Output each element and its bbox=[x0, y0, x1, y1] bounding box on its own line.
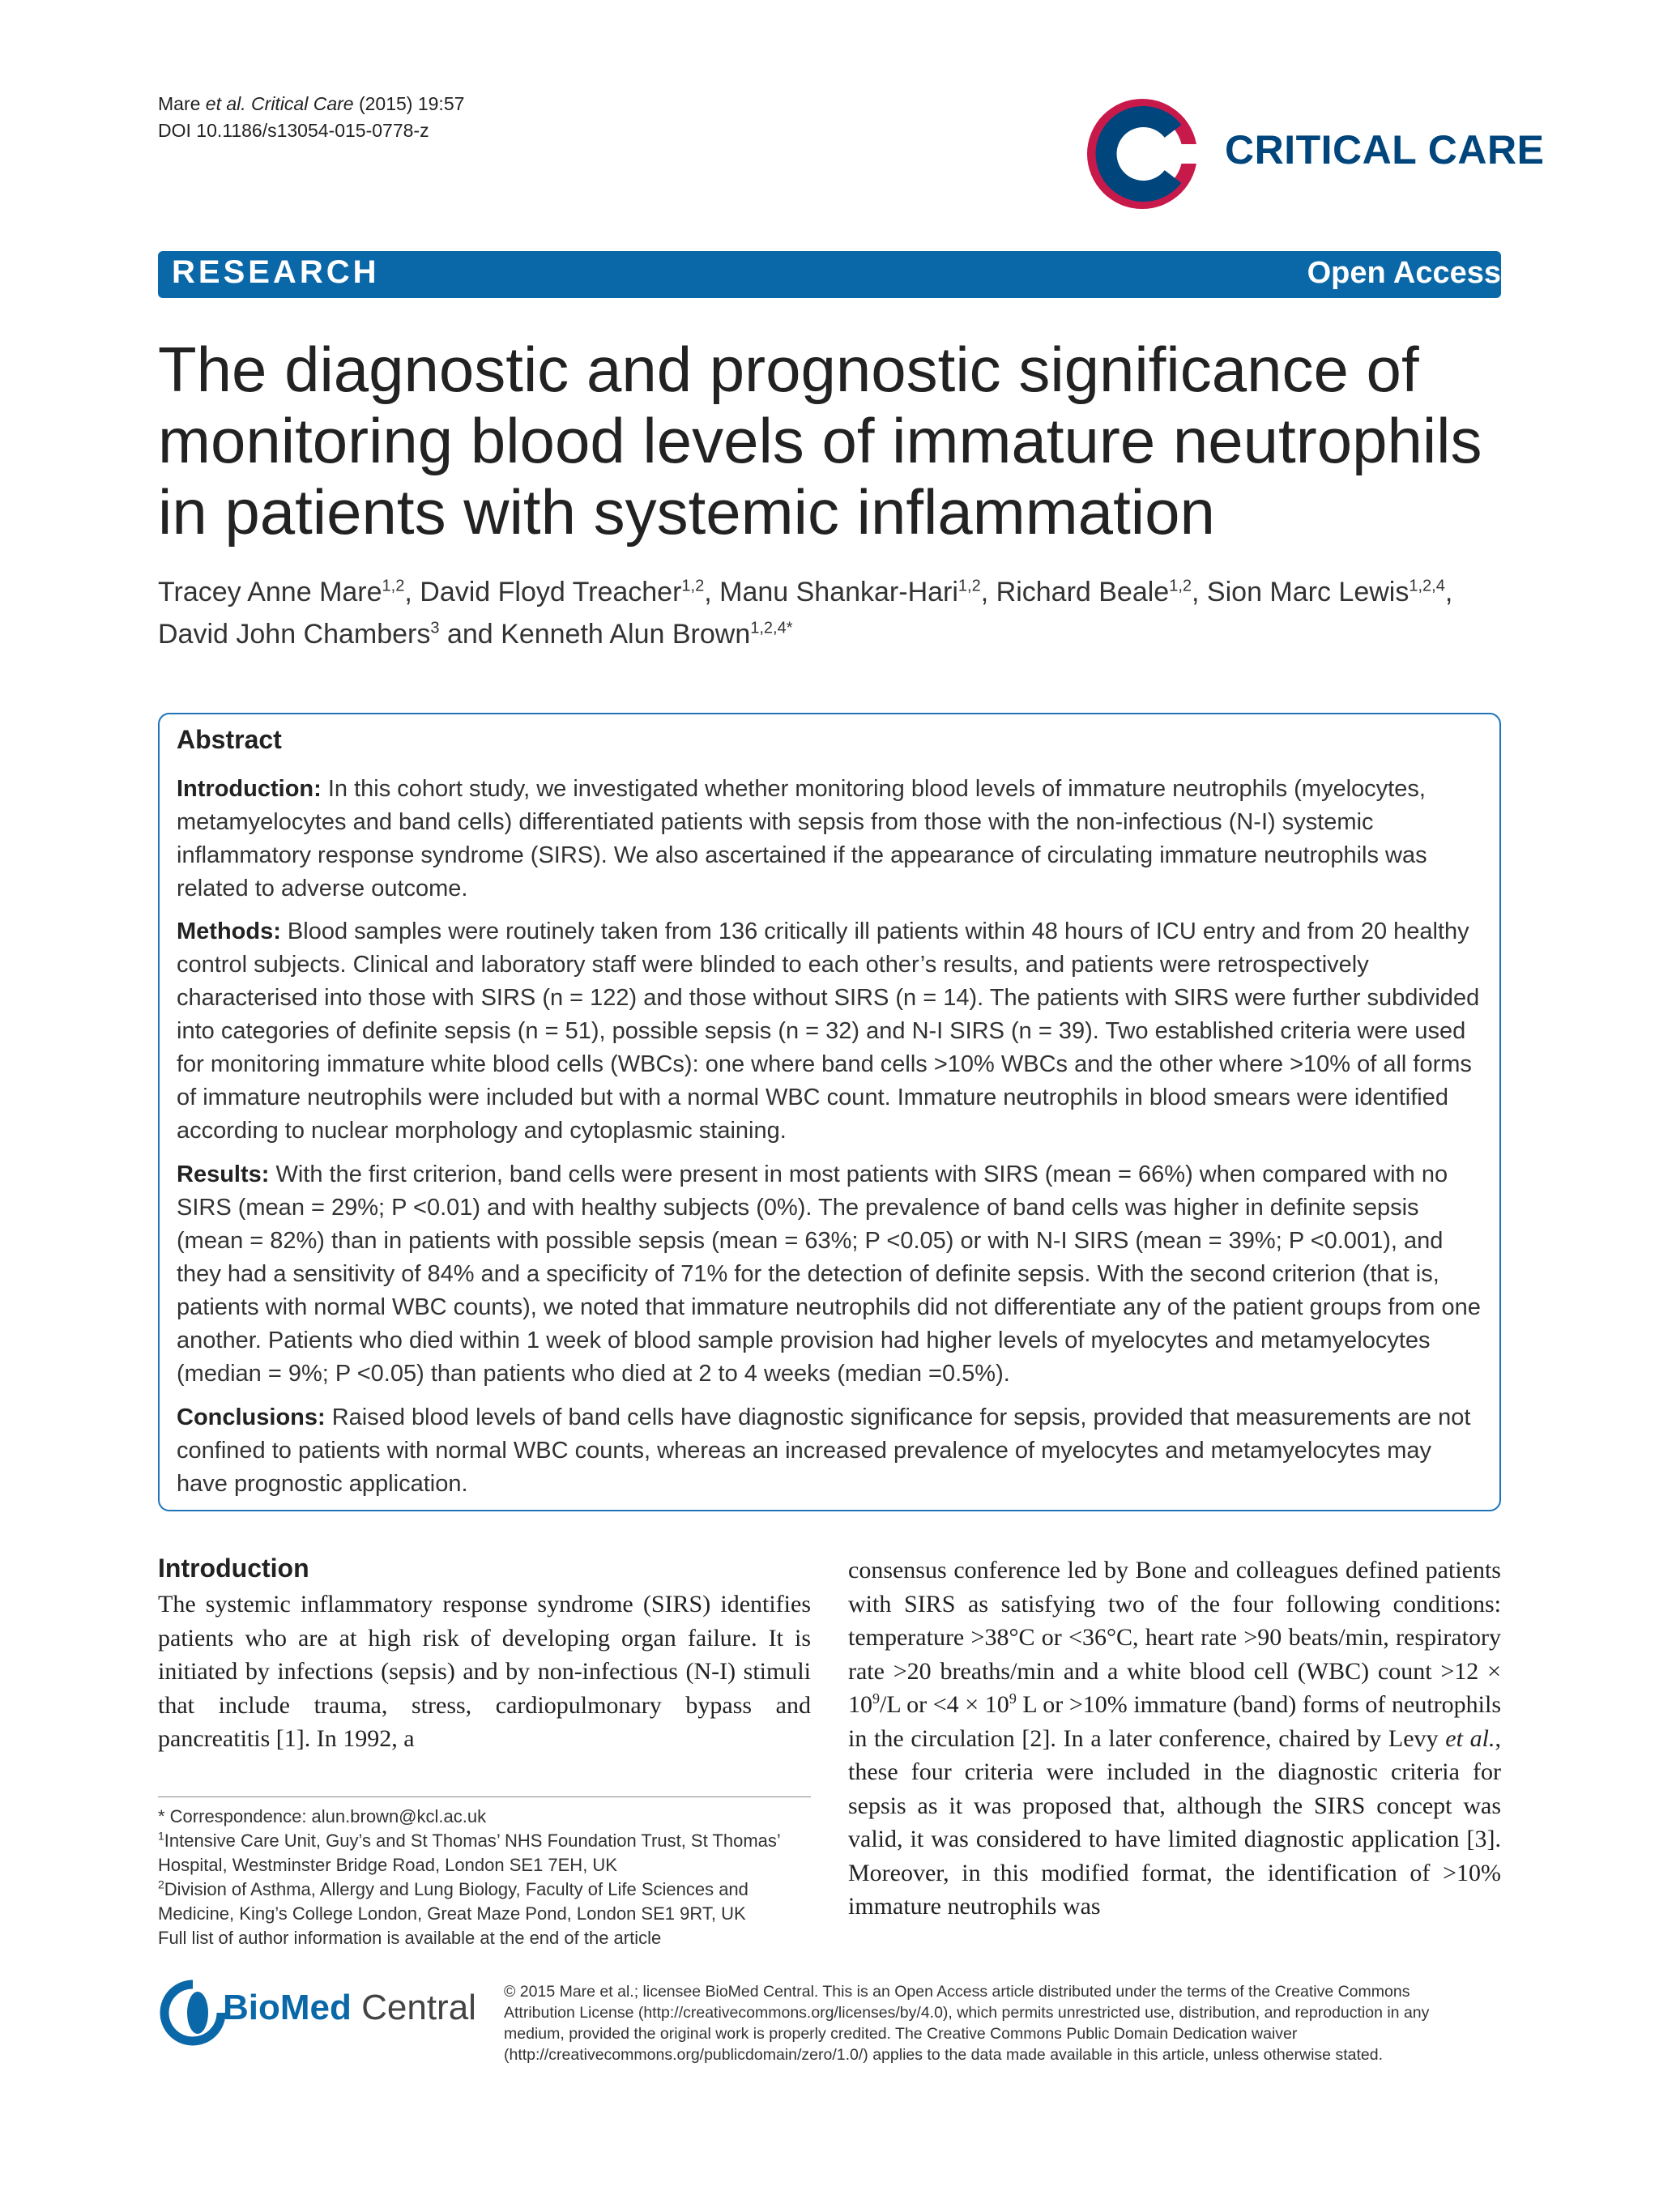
biomed-central-logo bbox=[158, 1976, 498, 2049]
abstract-methods-text: Blood samples were routinely taken from 136 critically ill patients within 48 hours of ICU entry and from 20 healthy control subjects. Clinical and laboratory staff were blinded to each other’s results, and patients were retrospectively characterised into those with SIRS (n = 122) and those without SIRS (n = 14). The patients with SIRS were further subdivided into categories of definite sepsis (n = 51), possible sepsis (n = 32) and N-I SIRS (n = 39). Two established criteria were used for monitoring immature white blood cells (WBCs): one where band cells >10% WBCs and the other where >10% of all forms of immature neutrophils were included but with a normal WBC count. Immature neutrophils in blood smears were identified according to nuclear morphology and cytoplasmic staining. bbox=[177, 918, 1480, 1144]
affiliation-text: Intensive Care Unit, Guy’s and St Thomas’ NHS Foundation Trust, St Thomas’ Hospital, Westminster Bridge Road, London SE1 7EH, UK bbox=[158, 1831, 780, 1875]
abstract-introduction-label: Introduction: bbox=[177, 776, 322, 802]
abstract-introduction bbox=[177, 773, 1482, 906]
author-separator: , bbox=[1192, 577, 1207, 607]
author-affiliation: 1,2,4* bbox=[750, 619, 793, 637]
author-affiliation: 1,2 bbox=[957, 577, 981, 595]
author-affiliation: 1,2 bbox=[681, 577, 705, 595]
author-name: David Floyd Treacher bbox=[420, 577, 682, 607]
citation-line bbox=[158, 91, 464, 117]
et-al: et al. bbox=[1445, 1724, 1495, 1752]
author-separator: , bbox=[980, 577, 996, 607]
title-line: monitoring blood levels of immature neutrophils bbox=[158, 405, 1482, 476]
correspondence[interactable]: * Correspondence: alun.brown@kcl.ac.uk bbox=[158, 1806, 487, 1826]
author-separator: , bbox=[704, 577, 720, 607]
intro-right-column bbox=[848, 1554, 1501, 1924]
superscript: 9 bbox=[1009, 1690, 1017, 1707]
citation-journal: et al. Critical Care bbox=[205, 93, 354, 114]
author-affiliation: 3 bbox=[430, 619, 440, 637]
author-name: David John Chambers bbox=[158, 619, 431, 650]
introduction-heading: Introduction bbox=[158, 1554, 309, 1583]
affiliation-1 bbox=[158, 1829, 811, 1877]
author-affiliation: 1,2 bbox=[382, 577, 405, 595]
author-name: Manu Shankar-Hari bbox=[719, 577, 958, 607]
author-list bbox=[158, 571, 1519, 655]
abstract-introduction-text: In this cohort study, we investigated whether monitoring blood levels of immature neutrophils (myelocytes, metamyelocytes and band cells) differentiated patients with sepsis from those with the non-infectious (N-I) systemic inflammatory response syndrome (SIRS). We also ascertained if the appearance of circulating immature neutrophils was related to adverse outcome. bbox=[177, 776, 1427, 901]
page-title bbox=[158, 334, 1519, 548]
citation-authors: Mare bbox=[158, 93, 206, 114]
affiliation-number: 1 bbox=[158, 1829, 164, 1843]
author-name: Kenneth Alun Brown bbox=[501, 619, 751, 650]
intro-right-text: consensus conference led by Bone and colleagues defined patients with SIRS as satisfying two of the four following conditions: temperature >38°C or <36°C, heart rate >90 beats/min, respiratory rate >20 breaths/min and a white blood cell (WBC) count >12 × 10 bbox=[848, 1557, 1501, 1718]
author-separator: , bbox=[1444, 577, 1453, 607]
author-affiliation: 1,2,4 bbox=[1409, 577, 1445, 595]
abstract-methods bbox=[177, 915, 1482, 1148]
intro-right-text: L or >10% immature (band) forms of neutrophils in the circulation [2]. In a later conference, chaired by Levy bbox=[848, 1691, 1502, 1752]
abstract-results-text: With the first criterion, band cells were present in most patients with SIRS (mean = 66%) when compared with no SIRS (mean = 29%; P <0.01) and with healthy subjects (0%). The prevalence of band cells was higher in definite sepsis (mean = 82%) than in patients with possible sepsis (mean = 63%; P <0.05) or with N-I SIRS (mean = 39%; P <0.001), and they had a sensitivity of 84% and a specificity of 71% for the detection of definite sepsis. With the second criterion (that is, patients with normal WBC counts), we noted that immature neutrophils did not differentiate any of the patient groups from one another. Patients who died within 1 week of blood sample provision had higher levels of myelocytes and metamyelocytes (median = 9%; P <0.05) than patients who died at 2 to 4 weeks (median =0.5%). bbox=[177, 1161, 1481, 1387]
license-text: © 2015 Mare et al.; licensee BioMed Central. This is an Open Access article distributed under the terms of the Creative Commons Attribution License (http://creativecommons.org/licenses/by/4.0), which permits unrestricted use, distribution, and reproduction in any medium, provided the original work is properly credited. The Creative Commons Public Domain Dedication waiver (http://creativecommons.org/publicdomain/zero/1.0/) applies to the data made available in this article, unless otherwise stated. bbox=[504, 1983, 1430, 2064]
doi: DOI 10.1186/s13054-015-0778-z bbox=[158, 120, 429, 141]
title-line: in patients with systemic inflammation bbox=[158, 476, 1215, 548]
abstract-conclusions-text: Raised blood levels of band cells have diagnostic significance for sepsis, provided that measurements are not confined to patients with normal WBC counts, whereas an increased prevalence of myelocytes and metamyelocytes may have prognostic application. bbox=[177, 1404, 1471, 1497]
superscript: 9 bbox=[872, 1690, 880, 1707]
intro-right-text: /L or <4 × 10 bbox=[880, 1691, 1009, 1718]
banner-open-access: Open Access bbox=[1307, 256, 1501, 290]
abstract-results-label: Results: bbox=[177, 1161, 270, 1187]
biomed-logo-icon bbox=[158, 1978, 228, 2048]
intro-left-column: The systemic inflammatory response syndrome (SIRS) identifies patients who are at high risk of developing organ failure. It is initiated by infections (sepsis) and by non-infectious (N-I) stimuli that include trauma, stress, cardiopulmonary bypass and pancreatitis [1]. In 1992, a bbox=[158, 1591, 811, 1752]
footnote-divider bbox=[158, 1796, 811, 1797]
author-name: Richard Beale bbox=[996, 577, 1170, 607]
biomed-logo-light: Central bbox=[351, 1988, 476, 2027]
footnotes bbox=[158, 1805, 811, 1950]
biomed-logo-bold: BioMed bbox=[223, 1988, 352, 2027]
author-affiliation: 1,2 bbox=[1169, 577, 1192, 595]
author-name: Tracey Anne Mare bbox=[158, 577, 382, 607]
intro-right-text: , these four criteria were included in the diagnostic criteria for sepsis as it was proposed that, although the SIRS concept was valid, it was considered to have limited diagnostic application [3]. Moreover, in this modified format, the identification of >10% immature neutrophils was bbox=[848, 1724, 1501, 1920]
biomed-logo-text bbox=[223, 1988, 476, 2028]
affiliation-number: 2 bbox=[158, 1877, 164, 1891]
abstract-heading: Abstract bbox=[177, 725, 282, 754]
abstract-methods-label: Methods: bbox=[177, 918, 281, 944]
citation-volume: (2015) 19:57 bbox=[353, 93, 465, 114]
title-line: The diagnostic and prognostic significance of bbox=[158, 334, 1419, 405]
author-name: Sion Marc Lewis bbox=[1206, 577, 1410, 607]
abstract-conclusions bbox=[177, 1401, 1482, 1501]
abstract-results bbox=[177, 1158, 1482, 1391]
more-author-info: Full list of author information is available at the end of the article bbox=[158, 1928, 662, 1948]
banner-section-label: RESEARCH bbox=[172, 254, 380, 290]
affiliation-2 bbox=[158, 1877, 811, 1926]
header-citation bbox=[158, 91, 464, 144]
affiliation-text: Division of Asthma, Allergy and Lung Biology, Faculty of Life Sciences and Medicine, King’s College London, Great Maze Pond, London SE1 9RT, UK bbox=[158, 1879, 748, 1924]
author-separator: and bbox=[439, 619, 501, 650]
author-separator: , bbox=[404, 577, 420, 607]
journal-logo-text: CRITICAL CARE bbox=[1225, 127, 1545, 173]
abstract-conclusions-label: Conclusions: bbox=[177, 1404, 326, 1430]
